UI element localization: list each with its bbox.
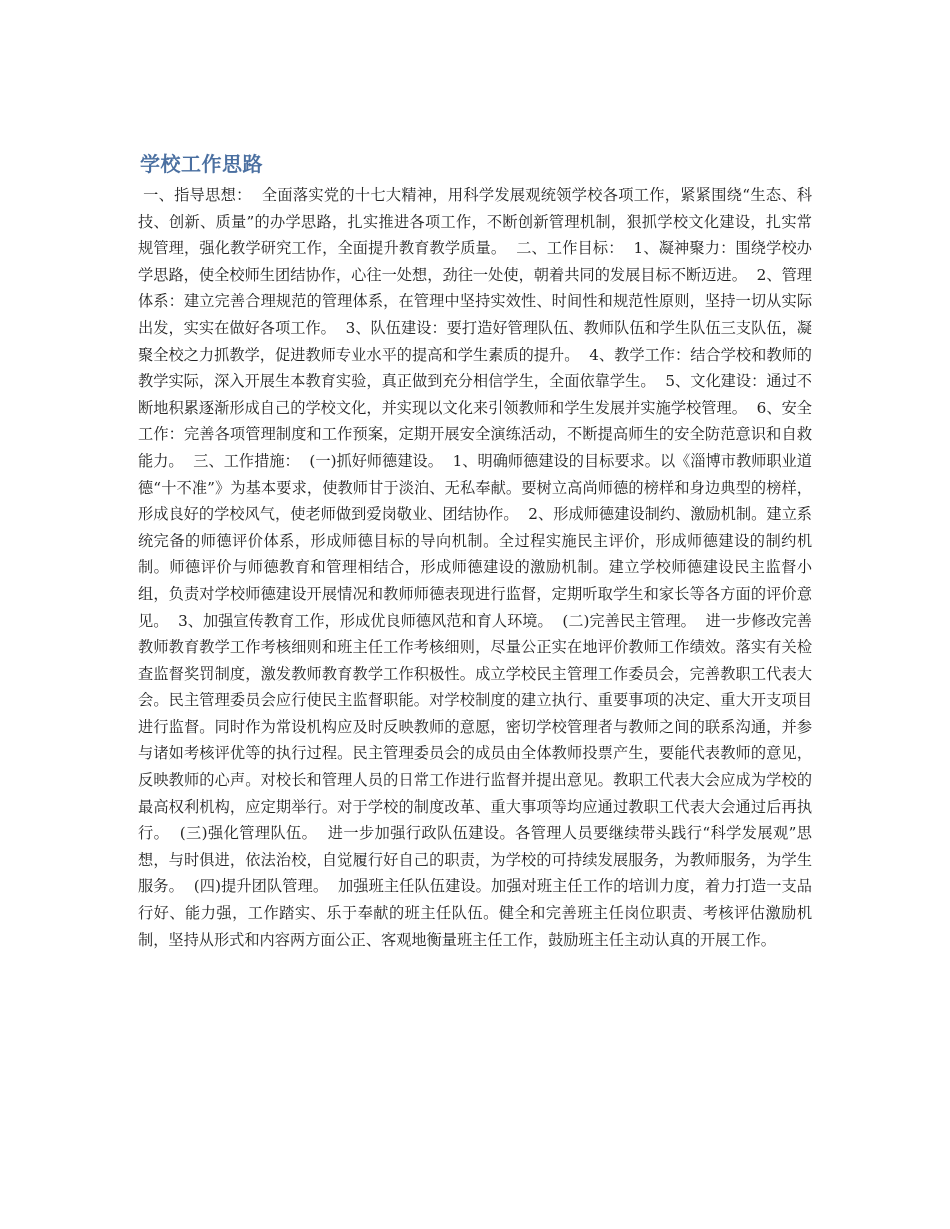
document-body-text: 一、指导思想： 全面落实党的十七大精神，用科学发展观统领学校各项工作，紧紧围绕“生态、科技、创新、质量”的办学思路，扎实推进各项工作，不断创新管理机制，狠抓学校文化建设，扎实常规管理，强化教学研究工作，全面提升教育教学质量。 二、工作目标： 1、凝神聚力：围绕学校办学思路，使全校师生团结协作，心往一处想，劲往一处使，朝着共同的发展目标不断迈进。 2、管理体系：建立完善合理规范的管理体系，在管理中坚持实效性、时间性和规范性原则，坚持一切从实际出发，实实在做好各项工作。 3、队伍建设：要打造好管理队伍、教师队伍和学生队伍三支队伍，凝聚全校之力抓教学，促进教师专业水平的提高和学生素质的提升。 4、教学工作：结合学校和教师的教学实际，深入开展生本教育实验，真正做到充分相信学生，全面依靠学生。 5、文化建设：通过不断地积累逐渐形成自己的学校文化，并实现以文化来引领教师和学生发展并实施学校管理。 6、安全工作：完善各项管理制度和工作预案，定期开展安全演练活动，不断提高师生的安全防范意识和自救能力。 三、工作措施： (一)抓好师德建设。 1、明确师德建设的目标要求。以《淄博市教师职业道德“十不准”》为基本要求，使教师甘于淡泊、无私奉献。要树立高尚师德的榜样和身边典型的榜样，形成良好的学校风气，使老师做到爱岗敬业、团结协作。 2、形成师德建设制约、激励机制。建立系统完备的师德评价体系，形成师德目标的导向机制。全过程实施民主评价，形成师德建设的制约机制。师德评价与师德教育和管理相结合，形成师德建设的激励机制。建立学校师德建设民主监督小组，负责对学校师德建设开展情况和教师师德表现进行监督，定期听取学生和家长等各方面的评价意见。 3、加强宣传教育工作，形成优良师德风范和育人环境。 (二)完善民主管理。 进一步修改完善教师教育教学工作考核细则和班主任工作考核细则，尽量公正实在地评价教师工作绩效。落实有关检查监督奖罚制度，激发教师教育教学工作积极性。成立学校民主管理工作委员会，完善教职工代表大会。民主管理委员会应行使民主监督职能。对学校制度的建立执行、重要事项的决定、重大开支项目进行监督。同时作为常设机构应及时反映教师的意愿，密切学校管理者与教师之间的联系沟通，并参与诸如考核评优等的执行过程。民主管理委员会的成员由全体教师投票产生，要能代表教师的意见，反映教师的心声。对校长和管理人员的日常工作进行监督并提出意见。教职工代表大会应成为学校的最高权利机构，应定期举行。对于学校的制度改革、重大事项等均应通过教职工代表大会通过后再执行。 (三)强化管理队伍。 进一步加强行政队伍建设。各管理人员要继续带头践行“科学发展观”思想，与时俱进，依法治校，自觉履行好自己的职责，为学校的可持续发展服务，为教师服务，为学生服务。 (四)提升团队管理。 加强班主任队伍建设。加强对班主任工作的培训力度，着力打造一支品行好、能力强，工作踏实、乐于奉献的班主任队伍。健全和完善班主任岗位职责、考核评估激励机制，坚持从形式和内容两方面公正、客观地衡量班主任工作，鼓励班主任主动认真的开展工作。 bbox=[138, 186, 813, 949]
document-title: 学校工作思路 bbox=[140, 152, 263, 176]
